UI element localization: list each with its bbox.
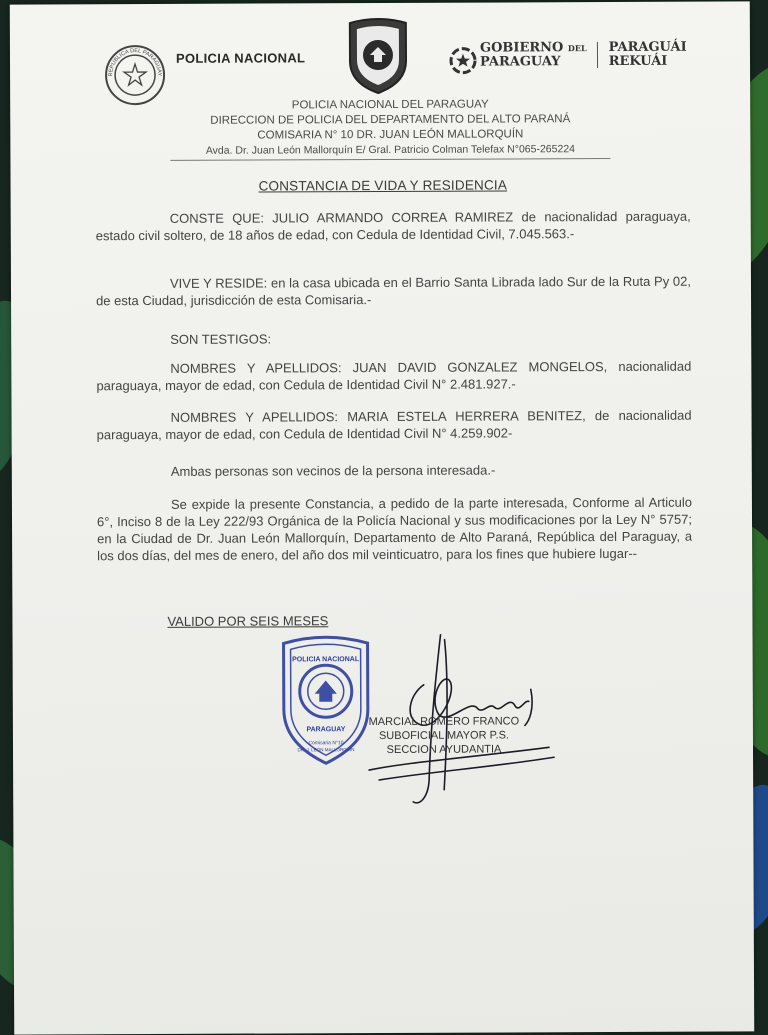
signer-block (349, 714, 539, 757)
svg-text:DR. J. LEÓN MALLORQUÍN: DR. J. LEÓN MALLORQUÍN (297, 747, 355, 753)
gov-text: PARAGUÁI (608, 39, 687, 56)
header-address: Avda. Dr. Juan León Mallorquín E/ Gral. Patricio Colman Telefax N°065-265224 (170, 142, 610, 161)
signer-name: MARCIAL ROMERO FRANCO (368, 715, 520, 729)
police-badge-icon (344, 17, 412, 100)
paragraph: NOMBRES Y APELLIDOS: JUAN DAVID GONZALEZ MONGELOS, nacionalidad paraguaya, mayor de edad, con Cedula de Identidad Civil N° 2.481.927.- (96, 358, 692, 394)
header-line: COMISARIA N° 10 DR. JUAN LEÓN MALLORQUÍN (257, 128, 524, 142)
header-line: POLICIA NACIONAL DEL PARAGUAY (291, 98, 489, 112)
svg-text:PARAGUAY: PARAGUAY (306, 726, 346, 734)
document-title: CONSTANCIA DE VIDA Y RESIDENCIA (258, 177, 508, 194)
svg-text:REPUBLICA DEL PARAGUAY: REPUBLICA DEL PARAGUAY (108, 48, 163, 77)
gov-divider (597, 42, 598, 68)
gov-text: REKUÁI (608, 53, 668, 70)
police-title: POLICIA NACIONAL (175, 50, 306, 66)
signer-section: SECCION AYUDANTIA (386, 743, 502, 756)
svg-text:POLICIA NACIONAL: POLICIA NACIONAL (292, 656, 360, 664)
gov-text-small: DEL (567, 43, 587, 54)
document-header (170, 97, 610, 161)
paragraph: CONSTE QUE: JULIO ARMANDO CORREA RAMIREZ de nacionalidad paraguaya, estado civil soltero, de 18 años de edad, con Cedula de Identidad Civil, 7.045.563.- (95, 208, 691, 244)
national-seal-icon (104, 44, 166, 111)
paragraph: SON TESTIGOS: (170, 331, 272, 347)
paragraph: Se expide la presente Constancia, a pedido de la parte interesada, Conforme al Articulo 6°, Inciso 8 de la Ley 222/93 Orgánica de la Policía Nacional y sus modificaciones por la Ley N° 5757; en la Ciudad de Dr. Juan León Mallorquín, Departamento de Alto Paraná, República del Paraguay, a los dos días, del mes de enero, del año dos mil veinticuatro, para los fines que hubiere lugar-- (96, 494, 693, 564)
government-logo-icon (449, 47, 477, 80)
signer-rank: SUBOFICIAL MAYOR P.S. (378, 729, 509, 743)
paragraph: VIVE Y RESIDE: en la casa ubicada en el Barrio Santa Librada lado Sur de la Ruta Py 02, de esta Ciudad, jurisdicción de esta Comisaria.- (96, 273, 692, 309)
gov-text: PARAGUAY (479, 54, 561, 70)
government-text-block (480, 41, 687, 70)
paragraph: NOMBRES Y APELLIDOS: MARIA ESTELA HERRERA BENITEZ, de nacionalidad paraguaya, mayor de edad, con Cedula de Identidad Civil N° 4.259.902- (96, 407, 692, 443)
gov-text: GOBIERNO (479, 40, 564, 56)
document-paper (10, 1, 754, 1034)
svg-text:Comisaria N°10: Comisaria N°10 (308, 740, 344, 747)
header-line: DIRECCION DE POLICIA DEL DEPARTAMENTO DEL ALTO PARANÁ (210, 113, 571, 127)
paragraph: Ambas personas son vecinos de la persona interesada.- (170, 462, 496, 479)
validity-note: VALIDO POR SEIS MESES (167, 613, 329, 629)
